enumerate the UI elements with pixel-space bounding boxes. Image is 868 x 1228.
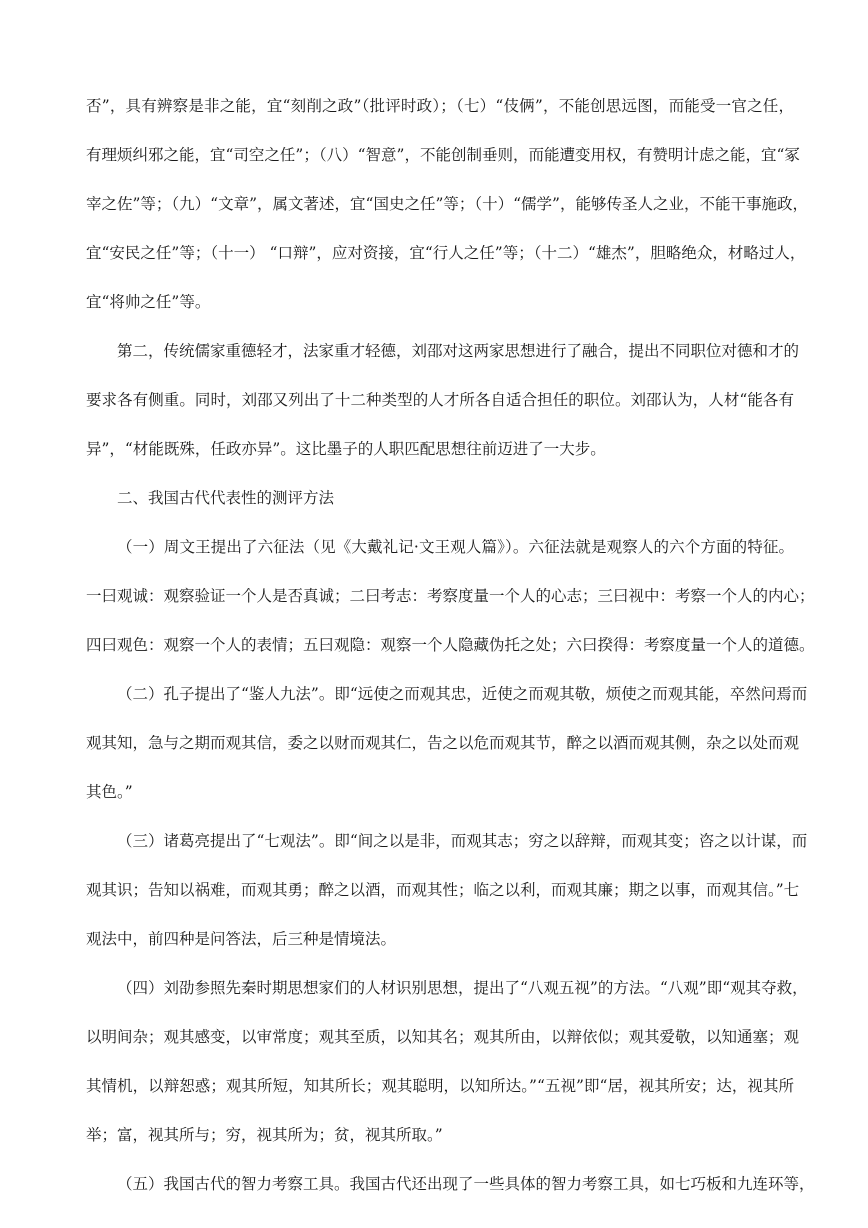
paragraph-line: 观法中，前四种是问答法，后三种是情境法。 — [86, 930, 397, 948]
paragraph-line: 观其知，急与之期而观其信，委之以财而观其仁，告之以危而观其节，醉之以酒而观其侧，杂之以处而观 — [86, 734, 800, 752]
paragraph-line: 要求各有侧重。同时，刘邵又列出了十二种类型的人才所各自适合担任的职位。刘邵认为，人材“能各有 — [86, 391, 794, 409]
paragraph-line: 第二，传统儒家重德轻才，法家重才轻德，刘邵对这两家思想进行了融合，提出不同职位对德和才的 — [117, 342, 800, 360]
paragraph-line: （四）刘劭参照先秦时期思想家们的人材识别思想，提出了“八观五视”的方法。“八观”即“观其夺救， — [117, 979, 808, 997]
paragraph-line: 观其识；告知以祸难，而观其勇；醉之以酒，而观其性；临之以利，而观其廉；期之以事，而观其信。”七 — [86, 881, 800, 899]
paragraph-line: （一）周文王提出了六征法（见《大戴礼记·文王观人篇》）。六征法就是观察人的六个方面的特征。 — [117, 538, 794, 556]
paragraph-line: 有理烦纠邪之能，宜“司空之任”；（八）“智意”，不能创制垂则，而能遭变用权，有赞明计虑之能，宜“冢 — [86, 146, 800, 164]
paragraph-line: 否”，具有辨察是非之能，宜“刻削之政”（批评时政）；（七）“伎俩”，不能创思远图，而能受一官之任， — [86, 97, 794, 115]
section-heading: 二、我国古代代表性的测评方法 — [117, 489, 335, 507]
paragraph-line: 其色。” — [86, 783, 133, 801]
paragraph-line: 异”，“材能既殊，任政亦异”。这比墨子的人职匹配思想往前迈进了一大步。 — [86, 440, 606, 458]
paragraph-line: 一曰观诚：观察验证一个人是否真诚；二曰考志：考察度量一个人的心志；三曰视中：考察一个人的内心； — [86, 587, 815, 605]
paragraph-line: 宜“将帅之任”等。 — [86, 293, 211, 311]
paragraph-line: （五）我国古代的智力考察工具。我国古代还出现了一些具体的智力考察工具，如七巧板和九连环等， — [117, 1175, 815, 1193]
document-body — [86, 94, 815, 1221]
paragraph-line: 宰之佐”等；（九）“文章”，属文著述，宜“国史之任”等；（十）“儒学”，能够传圣人之业，不能干事施政， — [86, 195, 808, 213]
paragraph-line: （三）诸葛亮提出了“七观法”。即“间之以是非，而观其志；穷之以辞辩，而观其变；咨之以计谋，而 — [117, 832, 808, 850]
paragraph-line: 以明间杂；观其感变，以审常度；观其至质，以知其名；观其所由，以辩依似；观其爱敬，以知通塞；观 — [86, 1028, 800, 1046]
paragraph-line: 四曰观色：观察一个人的表情；五曰观隐：观察一个人隐藏伪托之处；六曰揆得：考察度量一个人的道德。 — [86, 636, 815, 654]
paragraph-line: （二）孔子提出了“鉴人九法”。即“远使之而观其忠，近使之而观其敬，烦使之而观其能，卒然问焉而 — [117, 685, 808, 703]
paragraph-line: 宜“安民之任”等；（十一） “口辩”，应对资接，宜“行人之任”等；（十二）“雄杰”，胆略绝众，材略过人， — [86, 244, 806, 262]
paragraph-line: 其情机，以辩恕惑；观其所短，知其所长；观其聪明，以知所达。”“五视”即“居，视其所安；达，视其所 — [86, 1077, 794, 1095]
paragraph-line: 举；富，视其所与；穷，视其所为；贫，视其所取。” — [86, 1126, 443, 1144]
